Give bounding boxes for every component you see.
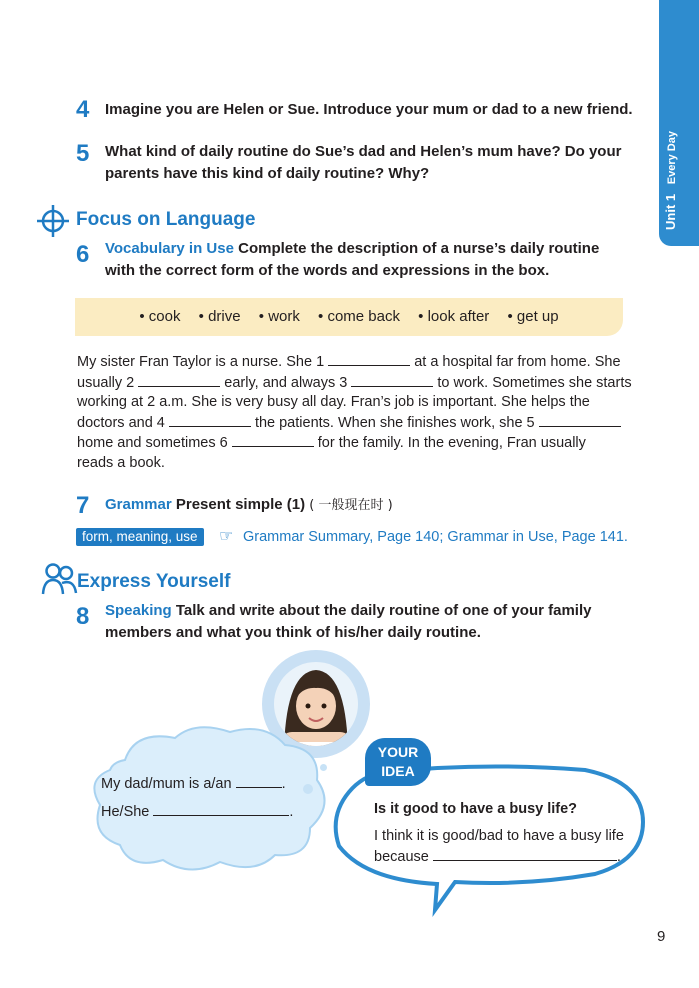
blank-1[interactable] <box>328 352 410 366</box>
cloud-blank-2[interactable] <box>153 802 289 816</box>
idea-question: Is it good to have a busy life? <box>374 801 578 817</box>
cloud-line-1: My dad/mum is a/an . <box>101 776 286 792</box>
unit-title: Every Day <box>666 131 678 185</box>
question-8-line2: members and what you think of his/her daily routine. <box>105 624 481 641</box>
blank-4[interactable] <box>169 413 251 427</box>
word-item: • drive <box>198 308 241 325</box>
question-8-number: 8 <box>76 603 90 630</box>
vocabulary-keyword: Vocabulary in Use <box>105 240 234 257</box>
cloud-blank-1[interactable] <box>236 774 282 788</box>
people-icon <box>40 561 78 597</box>
question-6-text: Complete the description of a nurse’s daily routine <box>238 240 600 257</box>
express-heading: Express Yourself <box>77 571 231 592</box>
word-box <box>75 298 623 336</box>
chinese-label: ( 一般现在时 ) <box>309 498 393 513</box>
question-4-text: Imagine you are Helen or Sue. Introduce your mum or dad to a new friend. <box>105 101 633 118</box>
cloud-dot <box>303 784 313 794</box>
question-7-text: Grammar Present simple (1) ( 一般现在时 ) <box>105 496 393 513</box>
question-4-number: 4 <box>76 96 90 123</box>
unit-label: Unit 1 <box>663 193 678 230</box>
question-5-line2: parents have this kind of daily routine? Why? <box>105 165 430 182</box>
question-8-line1: Speaking Talk and write about the daily routine of one of your family <box>105 602 592 619</box>
focus-heading: Focus on Language <box>76 209 256 230</box>
word-item: • work <box>258 308 300 325</box>
grammar-reference-link[interactable]: Grammar Summary, Page 140; Grammar in Use, Page 141. <box>243 529 628 545</box>
your-idea-badge: YOUR IDEA <box>365 738 431 786</box>
idea-line-2: because . <box>374 849 621 865</box>
question-6-line1 <box>105 238 599 260</box>
question-5-line1: What kind of daily routine do Sue’s dad and Helen’s mum have? Do your <box>105 143 622 160</box>
word-item: • cook <box>139 308 181 325</box>
word-item: • look after <box>418 308 490 325</box>
thought-cloud <box>85 710 335 880</box>
idea-blank[interactable] <box>433 847 617 861</box>
word-item: • come back <box>318 308 400 325</box>
question-6-number: 6 <box>76 241 90 268</box>
unit-side-tab <box>659 0 699 246</box>
question-6-line2: with the correct form of the words and expressions in the box. <box>105 262 550 279</box>
question-7-number: 7 <box>76 492 90 519</box>
speaking-keyword: Speaking <box>105 602 172 619</box>
passage: My sister Fran Taylor is a nurse. She 1 at a hospital far from home. She usually 2 early, and always 3 to work. Sometimes she starts working at 2 a.m. She is very busy all day. Fran’s job is important. She helps the doctors and 4 the patients. When she finishes work, she 5 home and sometimes 6 for the family. In the evening, Fran usually reads a book. <box>77 354 632 471</box>
cloud-line-2: He/She . <box>101 804 294 820</box>
blank-5[interactable] <box>539 413 621 427</box>
blank-6[interactable] <box>232 433 314 447</box>
question-5-number: 5 <box>76 140 90 167</box>
grammar-keyword: Grammar <box>105 496 172 513</box>
crosshair-icon <box>35 203 71 239</box>
blank-2[interactable] <box>138 373 220 387</box>
pointing-hand-icon: ☞ <box>219 526 234 545</box>
idea-line-1: I think it is good/bad to have a busy life <box>374 828 624 844</box>
page-number: 9 <box>657 928 666 945</box>
word-item: • get up <box>507 308 559 325</box>
blank-3[interactable] <box>351 373 433 387</box>
grammar-tag: form, meaning, use <box>76 528 204 546</box>
